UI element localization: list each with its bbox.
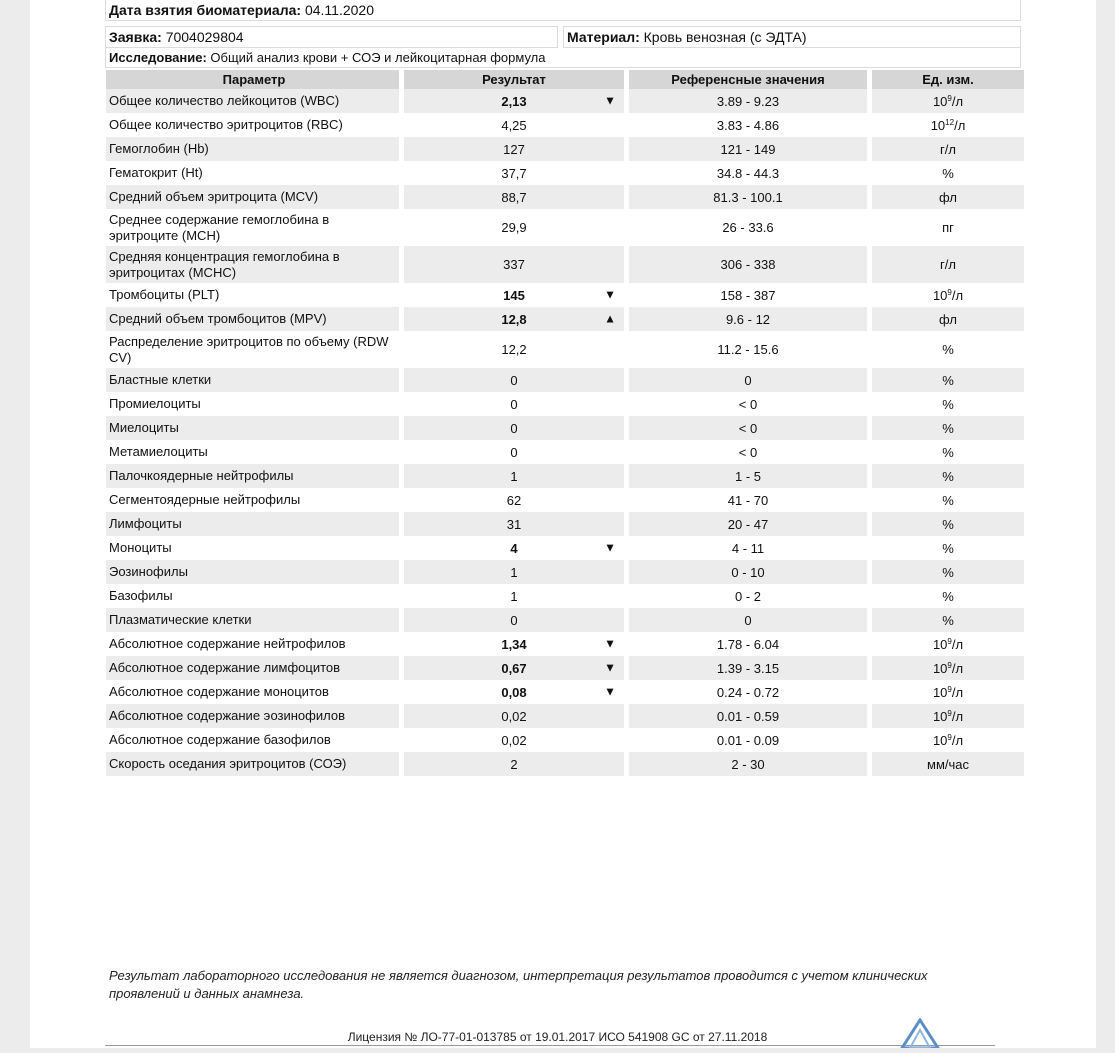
unit-exponent: 9 (947, 684, 952, 694)
param-cell: Миелоциты (106, 416, 399, 440)
unit-text: % (942, 165, 954, 181)
param-cell: Моноциты (109, 540, 172, 555)
unit-tail: /л (951, 732, 964, 748)
reference-cell: 20 - 47 (629, 512, 867, 536)
param-cell: Скорость оседания эритроцитов (СОЭ) (106, 752, 399, 776)
arrow-down-icon: ▼ (604, 660, 616, 675)
result-value: 12,8 (501, 311, 527, 327)
reference-cell: 0 (629, 368, 867, 392)
result-value: 0 (510, 372, 518, 388)
unit-tail: /л (954, 117, 966, 133)
result-value: 2,13 (501, 93, 527, 109)
reference-cell: 1 - 5 (629, 464, 867, 488)
result-cell (404, 161, 624, 185)
param-cell: Сегментоядерные нейтрофилы (109, 492, 301, 507)
table-row (106, 632, 1024, 656)
unit-base: 10 (932, 636, 948, 652)
result-cell (404, 752, 624, 776)
license-text: Лицензия № ЛО-77-01-013785 от 19.01.2017 ИСО 541908 GC от 27.11.2018 (347, 1030, 768, 1044)
reference-cell: 34.8 - 44.3 (716, 165, 780, 181)
param-cell: Общее количество эритроцитов (RBC) (109, 117, 343, 132)
result-cell (404, 392, 624, 416)
unit-text: % (942, 420, 954, 436)
study-row (105, 48, 1021, 68)
table-row (106, 488, 1024, 512)
arrow-down-icon: ▼ (604, 287, 616, 302)
result-value: 1 (510, 588, 518, 604)
arrow-down-icon: ▼ (604, 93, 616, 108)
arrow-down-icon: ▼ (604, 684, 616, 699)
result-cell (404, 464, 624, 488)
result-value: 4,25 (501, 117, 527, 133)
table-row (106, 608, 1024, 632)
result-cell (404, 704, 624, 728)
unit-cell (872, 246, 1024, 283)
result-value: 1,34 (501, 636, 527, 652)
param-cell: Промиелоциты (109, 396, 201, 411)
unit-text: % (942, 342, 954, 357)
unit-cell (872, 584, 1024, 608)
result-cell (404, 416, 624, 440)
unit-cell (872, 656, 1024, 680)
table-row (106, 161, 1024, 185)
table-row (106, 440, 1024, 464)
reference-cell: 121 - 149 (629, 137, 867, 161)
param-cell: Средняя концентрация гемоглобина в эритроцитах (MCHC) (106, 246, 399, 283)
unit-base: 10 (932, 708, 948, 724)
col-header-reference: Референсные значения (629, 70, 867, 89)
unit-cell (872, 307, 1024, 331)
table-row (106, 137, 1024, 161)
result-cell (404, 331, 624, 368)
result-cell (404, 440, 624, 464)
unit-cell (872, 632, 1024, 656)
unit-exponent: 9 (947, 732, 952, 742)
result-value: 37,7 (501, 165, 527, 181)
result-value: 0 (510, 612, 518, 628)
col-header-result: Результат (404, 70, 624, 89)
unit-text: % (942, 540, 954, 556)
result-value: 88,7 (501, 189, 527, 205)
unit-cell (872, 464, 1024, 488)
param-cell: Абсолютное содержание базофилов (109, 732, 331, 747)
result-cell (404, 512, 624, 536)
table-row (106, 416, 1024, 440)
unit-cell (872, 137, 1024, 161)
material-row (563, 26, 1021, 48)
table-row (106, 584, 1024, 608)
unit-text: % (942, 396, 954, 412)
unit-text: % (942, 444, 954, 460)
result-cell (404, 185, 624, 209)
result-value: 0,08 (501, 684, 527, 700)
result-value: 0,02 (501, 708, 527, 724)
unit-text: г/л (940, 257, 956, 272)
unit-cell (872, 161, 1024, 185)
result-value: 4 (510, 540, 518, 556)
unit-cell (872, 89, 1024, 113)
table-row (106, 283, 1024, 307)
param-cell: Метамиелоциты (109, 444, 208, 459)
table-row (106, 246, 1024, 283)
unit-cell (872, 209, 1024, 246)
unit-base: 10 (930, 117, 946, 133)
unit-tail: /л (951, 636, 964, 652)
param-cell: Палочкоядерные нейтрофилы (106, 464, 399, 488)
result-cell (404, 113, 624, 137)
unit-text: % (942, 468, 954, 484)
arrow-down-icon: ▼ (604, 636, 616, 651)
reference-cell: 2 - 30 (629, 752, 867, 776)
sample-date-value: 04.11.2020 (304, 2, 374, 18)
reference-cell: 158 - 387 (720, 287, 776, 303)
reference-cell: 9.6 - 12 (629, 307, 867, 331)
reference-cell: < 0 (629, 416, 867, 440)
result-value: 12,2 (501, 342, 527, 357)
unit-exponent: 9 (947, 93, 952, 103)
param-cell: Лимфоциты (106, 512, 399, 536)
result-value: 0,67 (501, 660, 527, 676)
unit-text: % (942, 372, 954, 388)
unit-tail: /л (951, 660, 964, 676)
param-cell: Тромбоциты (PLT) (109, 287, 220, 302)
unit-text: % (942, 612, 954, 628)
col-header-unit: Ед. изм. (872, 70, 1024, 89)
reference-cell: 0 (629, 608, 867, 632)
reference-cell: 306 - 338 (629, 246, 867, 283)
unit-cell (872, 331, 1024, 368)
unit-cell (872, 113, 1024, 137)
result-cell (404, 536, 624, 560)
unit-cell (872, 283, 1024, 307)
result-value: 0,02 (501, 732, 527, 748)
result-value: 62 (506, 492, 522, 508)
table-row (106, 392, 1024, 416)
table-row (106, 113, 1024, 137)
result-value: 0 (510, 396, 518, 412)
unit-cell (872, 608, 1024, 632)
result-cell (404, 283, 624, 307)
order-label: Заявка: (109, 29, 162, 45)
result-cell (404, 89, 624, 113)
table-row (106, 728, 1024, 752)
result-value: 29,9 (501, 220, 527, 235)
unit-exponent: 12 (945, 117, 955, 127)
unit-text: фл (939, 311, 957, 327)
unit-cell (872, 536, 1024, 560)
result-value: 0 (510, 444, 518, 460)
reference-cell: 4 - 11 (731, 540, 765, 556)
unit-cell (872, 392, 1024, 416)
unit-text: мм/час (927, 756, 969, 772)
arrow-up-icon: ▲ (604, 311, 616, 326)
reference-cell: 0 - 2 (734, 588, 761, 604)
param-cell: Среднее содержание гемоглобина в эритроците (MCH) (109, 211, 330, 243)
param-cell: Бластные клетки (106, 368, 399, 392)
unit-text: пг (942, 220, 954, 235)
unit-text: % (942, 588, 954, 604)
param-cell: Плазматические клетки (106, 608, 399, 632)
unit-text: % (942, 492, 954, 508)
param-cell: Общее количество лейкоцитов (WBC) (106, 89, 399, 113)
reference-cell: 11.2 - 15.6 (717, 342, 779, 357)
unit-exponent: 9 (947, 287, 952, 297)
param-cell: Абсолютное содержание лимфоцитов (106, 656, 399, 680)
table-row (106, 331, 1024, 368)
table-row (106, 209, 1024, 246)
result-cell (404, 584, 624, 608)
unit-exponent: 9 (947, 708, 952, 718)
unit-exponent: 9 (947, 636, 952, 646)
reference-cell: 0.01 - 0.09 (716, 732, 780, 748)
reference-cell: 81.3 - 100.1 (629, 185, 867, 209)
result-value: 0 (510, 420, 518, 436)
unit-base: 10 (932, 660, 948, 676)
param-cell: Распределение эритроцитов по объему (RDW CV) (109, 333, 389, 365)
result-value: 337 (503, 257, 525, 272)
unit-cell (872, 185, 1024, 209)
param-cell: Базофилы (109, 588, 173, 603)
result-cell (404, 608, 624, 632)
unit-text: г/л (940, 141, 956, 157)
table-row (106, 704, 1024, 728)
result-value: 31 (506, 516, 522, 532)
reference-cell: 3.89 - 9.23 (629, 89, 867, 113)
table-row (106, 464, 1024, 488)
table-row (106, 307, 1024, 331)
reference-cell: 0.24 - 0.72 (716, 684, 780, 700)
reference-cell: 1.78 - 6.04 (716, 636, 780, 652)
unit-base: 10 (932, 732, 948, 748)
unit-tail: /л (951, 287, 964, 303)
unit-cell (872, 680, 1024, 704)
param-cell: Абсолютное содержание нейтрофилов (109, 636, 346, 651)
result-cell (404, 632, 624, 656)
table-row (106, 560, 1024, 584)
unit-base: 10 (932, 93, 948, 109)
footer-divider (105, 1045, 995, 1046)
unit-tail: /л (951, 684, 964, 700)
unit-cell (872, 416, 1024, 440)
result-cell (404, 488, 624, 512)
unit-cell (872, 752, 1024, 776)
material-label: Материал: (567, 29, 640, 45)
reference-cell: < 0 (738, 444, 758, 460)
table-row (106, 680, 1024, 704)
unit-cell (872, 440, 1024, 464)
unit-base: 10 (932, 684, 948, 700)
results-table (106, 70, 1024, 776)
order-row (105, 26, 558, 48)
col-header-param: Параметр (106, 70, 399, 89)
result-cell (404, 246, 624, 283)
table-row (106, 656, 1024, 680)
table-row (106, 89, 1024, 113)
param-cell: Эозинофилы (106, 560, 399, 584)
reference-cell: 0 - 10 (629, 560, 867, 584)
unit-cell (872, 728, 1024, 752)
result-cell (404, 368, 624, 392)
table-row (106, 512, 1024, 536)
result-cell (404, 656, 624, 680)
unit-exponent: 9 (947, 660, 952, 670)
result-value: 1 (510, 468, 518, 484)
result-cell (404, 137, 624, 161)
reference-cell: 1.39 - 3.15 (629, 656, 867, 680)
param-cell: Гемоглобин (Hb) (106, 137, 399, 161)
reference-cell: 0.01 - 0.59 (629, 704, 867, 728)
unit-text: % (942, 516, 954, 532)
table-header-row (106, 70, 1024, 89)
unit-cell (872, 488, 1024, 512)
result-cell (404, 560, 624, 584)
table-row (106, 185, 1024, 209)
result-value: 1 (510, 564, 518, 580)
table-row (106, 752, 1024, 776)
result-cell (404, 209, 624, 246)
param-cell: Абсолютное содержание моноцитов (109, 684, 329, 699)
reference-cell: 41 - 70 (727, 492, 769, 508)
result-value: 2 (510, 756, 518, 772)
unit-base: 10 (932, 287, 948, 303)
result-cell (404, 680, 624, 704)
unit-text: фл (939, 189, 957, 205)
result-value: 145 (503, 287, 525, 303)
param-cell: Абсолютное содержание эозинофилов (106, 704, 399, 728)
unit-tail: /л (951, 93, 964, 109)
unit-tail: /л (951, 708, 964, 724)
param-cell: Средний объем эритроцита (MCV) (106, 185, 399, 209)
reference-cell: < 0 (738, 396, 758, 412)
disclaimer-text: Результат лабораторного исследования не является диагнозом, интерпретация результатов проводится с учетом клинических проявлений и данных анамнеза. (109, 968, 928, 1001)
unit-cell (872, 560, 1024, 584)
study-value: Общий анализ крови + СОЭ и лейкоцитарная формула (210, 50, 546, 65)
study-label: Исследование: (109, 50, 207, 65)
result-cell (404, 307, 624, 331)
unit-cell (872, 512, 1024, 536)
table-row (106, 536, 1024, 560)
param-cell: Средний объем тромбоцитов (MPV) (106, 307, 399, 331)
order-value: 7004029804 (165, 29, 244, 45)
param-cell: Гематокрит (Ht) (109, 165, 203, 180)
result-cell (404, 728, 624, 752)
material-value: Кровь венозная (с ЭДТА) (643, 29, 807, 45)
unit-text: % (942, 564, 954, 580)
unit-cell (872, 368, 1024, 392)
sample-date-row (105, 0, 1021, 21)
result-value: 127 (503, 141, 525, 157)
unit-cell (872, 704, 1024, 728)
reference-cell: 26 - 33.6 (722, 220, 774, 235)
table-row (106, 368, 1024, 392)
sample-date-label: Дата взятия биоматериала: (109, 2, 302, 18)
arrow-down-icon: ▼ (604, 540, 616, 555)
reference-cell: 3.83 - 4.86 (716, 117, 780, 133)
